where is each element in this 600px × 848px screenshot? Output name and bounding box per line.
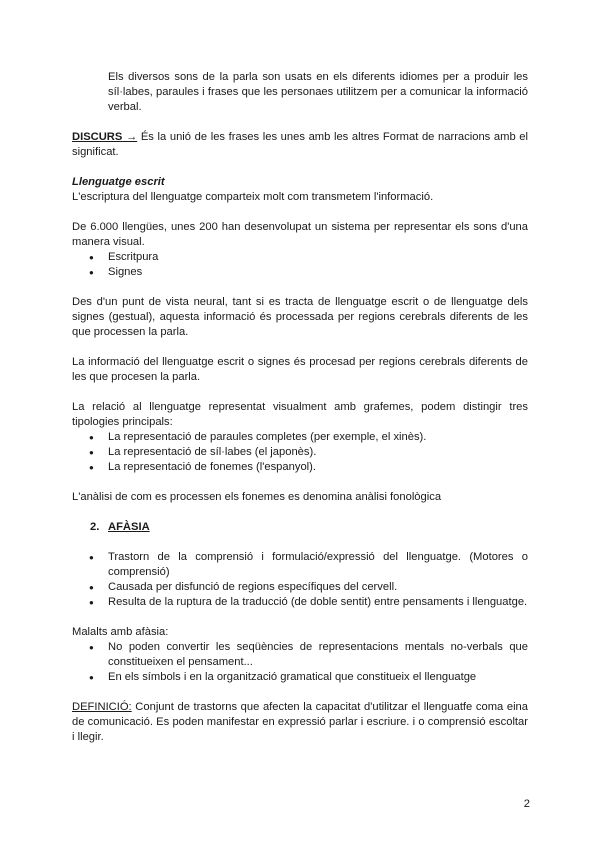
afasia-heading — [72, 520, 528, 535]
definicio-paragraph: DEFINICIÓ: Conjunt de trastorns que afecten la capacitat d'utilitzar el llenguatfe coma eina de comunicació. Es poden manifestar en expressió parlar i escriure. i o comprensió escoltar i llegir. — [72, 701, 528, 743]
list-item: ● Signes — [72, 265, 528, 280]
escrit-paragraph-5: La relació al llenguatge representat visualment amb grafemes, podem distingir tres tipologies principals: — [72, 401, 528, 428]
escrit-paragraph-1: L'escriptura del llenguatge comparteix molt com transmetem l'informació. — [72, 191, 434, 203]
list-item: ● La representació de paraules completes (per exemple, el xinès). — [72, 430, 528, 445]
page-number: 2 — [523, 798, 530, 810]
escrit-paragraph-2: De 6.000 llengües, unes 200 han desenvolupat un sistema per representar els sons d'una manera visual. — [72, 221, 528, 248]
list-item: ● La representació de fonemes (l'espanyol). — [72, 460, 528, 475]
escrit-list-2 — [72, 430, 528, 475]
llenguatge-escrit-heading: Llenguatge escrit — [72, 176, 165, 188]
definicio-term: DEFINICIÓ: — [72, 701, 132, 713]
afasia-list-1 — [72, 550, 528, 610]
document-page — [72, 70, 528, 745]
list-item: ● Resulta de la ruptura de la traducció (de doble sentit) entre pensaments i llenguatge. — [72, 595, 528, 610]
list-item: ● En els símbols i en la organització gramatical que constitueix el llenguatge — [72, 670, 528, 685]
afasia-list-2 — [72, 640, 528, 685]
list-item: ● Causada per disfunció de regions específiques del cervell. — [72, 580, 528, 595]
arrow-icon: → — [126, 131, 138, 143]
escrit-paragraph-3: Des d'un punt de vista neural, tant si es tracta de llenguatge escrit o de llenguatge dels signes (gestual), aquesta informació és processada per regions cerebrals diferents de les que processen la parla. — [72, 296, 528, 338]
list-item: ● La representació de síl·labes (el japonès). — [72, 445, 528, 460]
escrit-paragraph-6: L'anàlisi de com es processen els fonemes es denomina anàlisi fonològica — [72, 491, 442, 503]
list-item: ● Trastorn de la comprensió i formulació/expressió del llenguatge. (Motores o comprensió) — [72, 550, 528, 580]
escrit-list-1 — [72, 250, 528, 280]
intro-paragraph: Els diversos sons de la parla son usats en els diferents idiomes per a produir les síl·labes, paraules i frases que les personaes utilitzem per a comunicar la informació verbal. — [108, 71, 528, 113]
list-item: ● Escritpura — [72, 250, 528, 265]
malalts-label: Malalts amb afàsia: — [72, 626, 169, 638]
list-item: ● No poden convertir les seqüències de representacions mentals no-verbals que constitueixen el pensament... — [72, 640, 528, 670]
discurs-definition: DISCURS → És la unió de les frases les unes amb les altres Format de narracions amb el significat. — [72, 131, 529, 158]
discurs-term: DISCURS → — [72, 131, 138, 143]
section-number: 2. — [90, 521, 100, 533]
section-title: AFÀSIA — [108, 521, 150, 533]
escrit-paragraph-4: La informació del llenguatge escrit o signes és procesad per regions cerebrals diferents de les que procesen la parla. — [72, 356, 528, 383]
